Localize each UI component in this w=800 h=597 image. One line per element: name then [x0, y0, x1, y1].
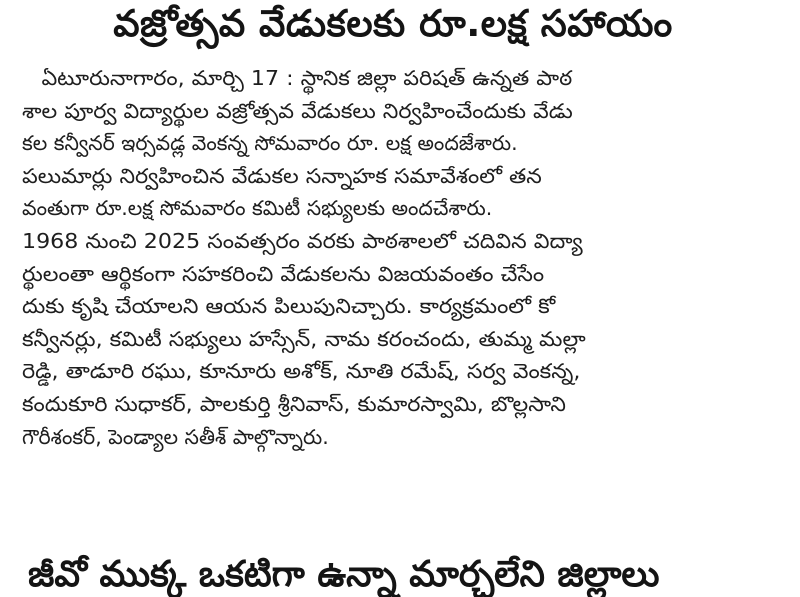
article-body-line: కందుకూరి సుధాకర్, పాలకుర్తి శ్రీనివాస్, కుమారస్వామి, బొల్లసాని — [22, 391, 566, 416]
article-body-line: రెడ్డి, తాడూరి రఘు, కూనూరు అశోక్, నూతి రమేష్, సర్వ వెంకన్న, — [22, 359, 581, 384]
article-body-line: వంతుగా రూ.లక్ష సోమవారం కమిటీ సభ్యులకు అందచేశారు. — [22, 196, 493, 221]
article-body-line: దుకు కృషి చేయాలని ఆయన పిలుపునిచ్చారు. కార్యక్రమంలో కో — [22, 294, 556, 319]
page-margin — [784, 0, 800, 574]
article-body-line: గౌరీశంకర్, పెండ్యాల సతీశ్ పాల్గొన్నారు. — [22, 424, 329, 449]
article-body-line: ర్థులంతా ఆర్థికంగా సహకరించి వేడుకలను విజయవంతం చేసేం — [22, 261, 545, 286]
article-body — [22, 62, 694, 453]
article-body-line: పలుమార్లు నిర్వహించిన వేడుకల సన్నాహక సమావేశంలో తన — [22, 163, 542, 188]
article-body-line: 1968 నుంచి 2025 సంవత్సరం వరకు పాఠశాలలో చదివిన విద్యా — [22, 228, 583, 253]
article-body-line: కన్వీనర్లు, కమిటీ సభ్యులు హస్సేన్, నామ కరంచందు, తుమ్మ మల్లా — [22, 326, 586, 351]
article-body-line: శాల పూర్వ విద్యార్థుల వజ్రోత్సవ వేడుకలు నిర్వహించేందుకు వేడు — [22, 98, 573, 123]
article-headline: వజ్రోత్సవ వేడుకలకు రూ.లక్ష సహాయం — [113, 2, 673, 45]
next-article-headline: జీవో ముక్క ఒకటిగా ఉన్నా మార్చలేని జిల్లాలు — [28, 554, 660, 595]
article-body-line: కల కన్వీనర్ ఇర్సవడ్ల వెంకన్న సోమవారం రూ. లక్ష అందజేశారు. — [22, 131, 518, 156]
article-body-line: ఏటూరునాగారం, మార్చి 17 : స్థానిక జిల్లా పరిషత్ ఉన్నత పాఠ — [41, 66, 573, 90]
